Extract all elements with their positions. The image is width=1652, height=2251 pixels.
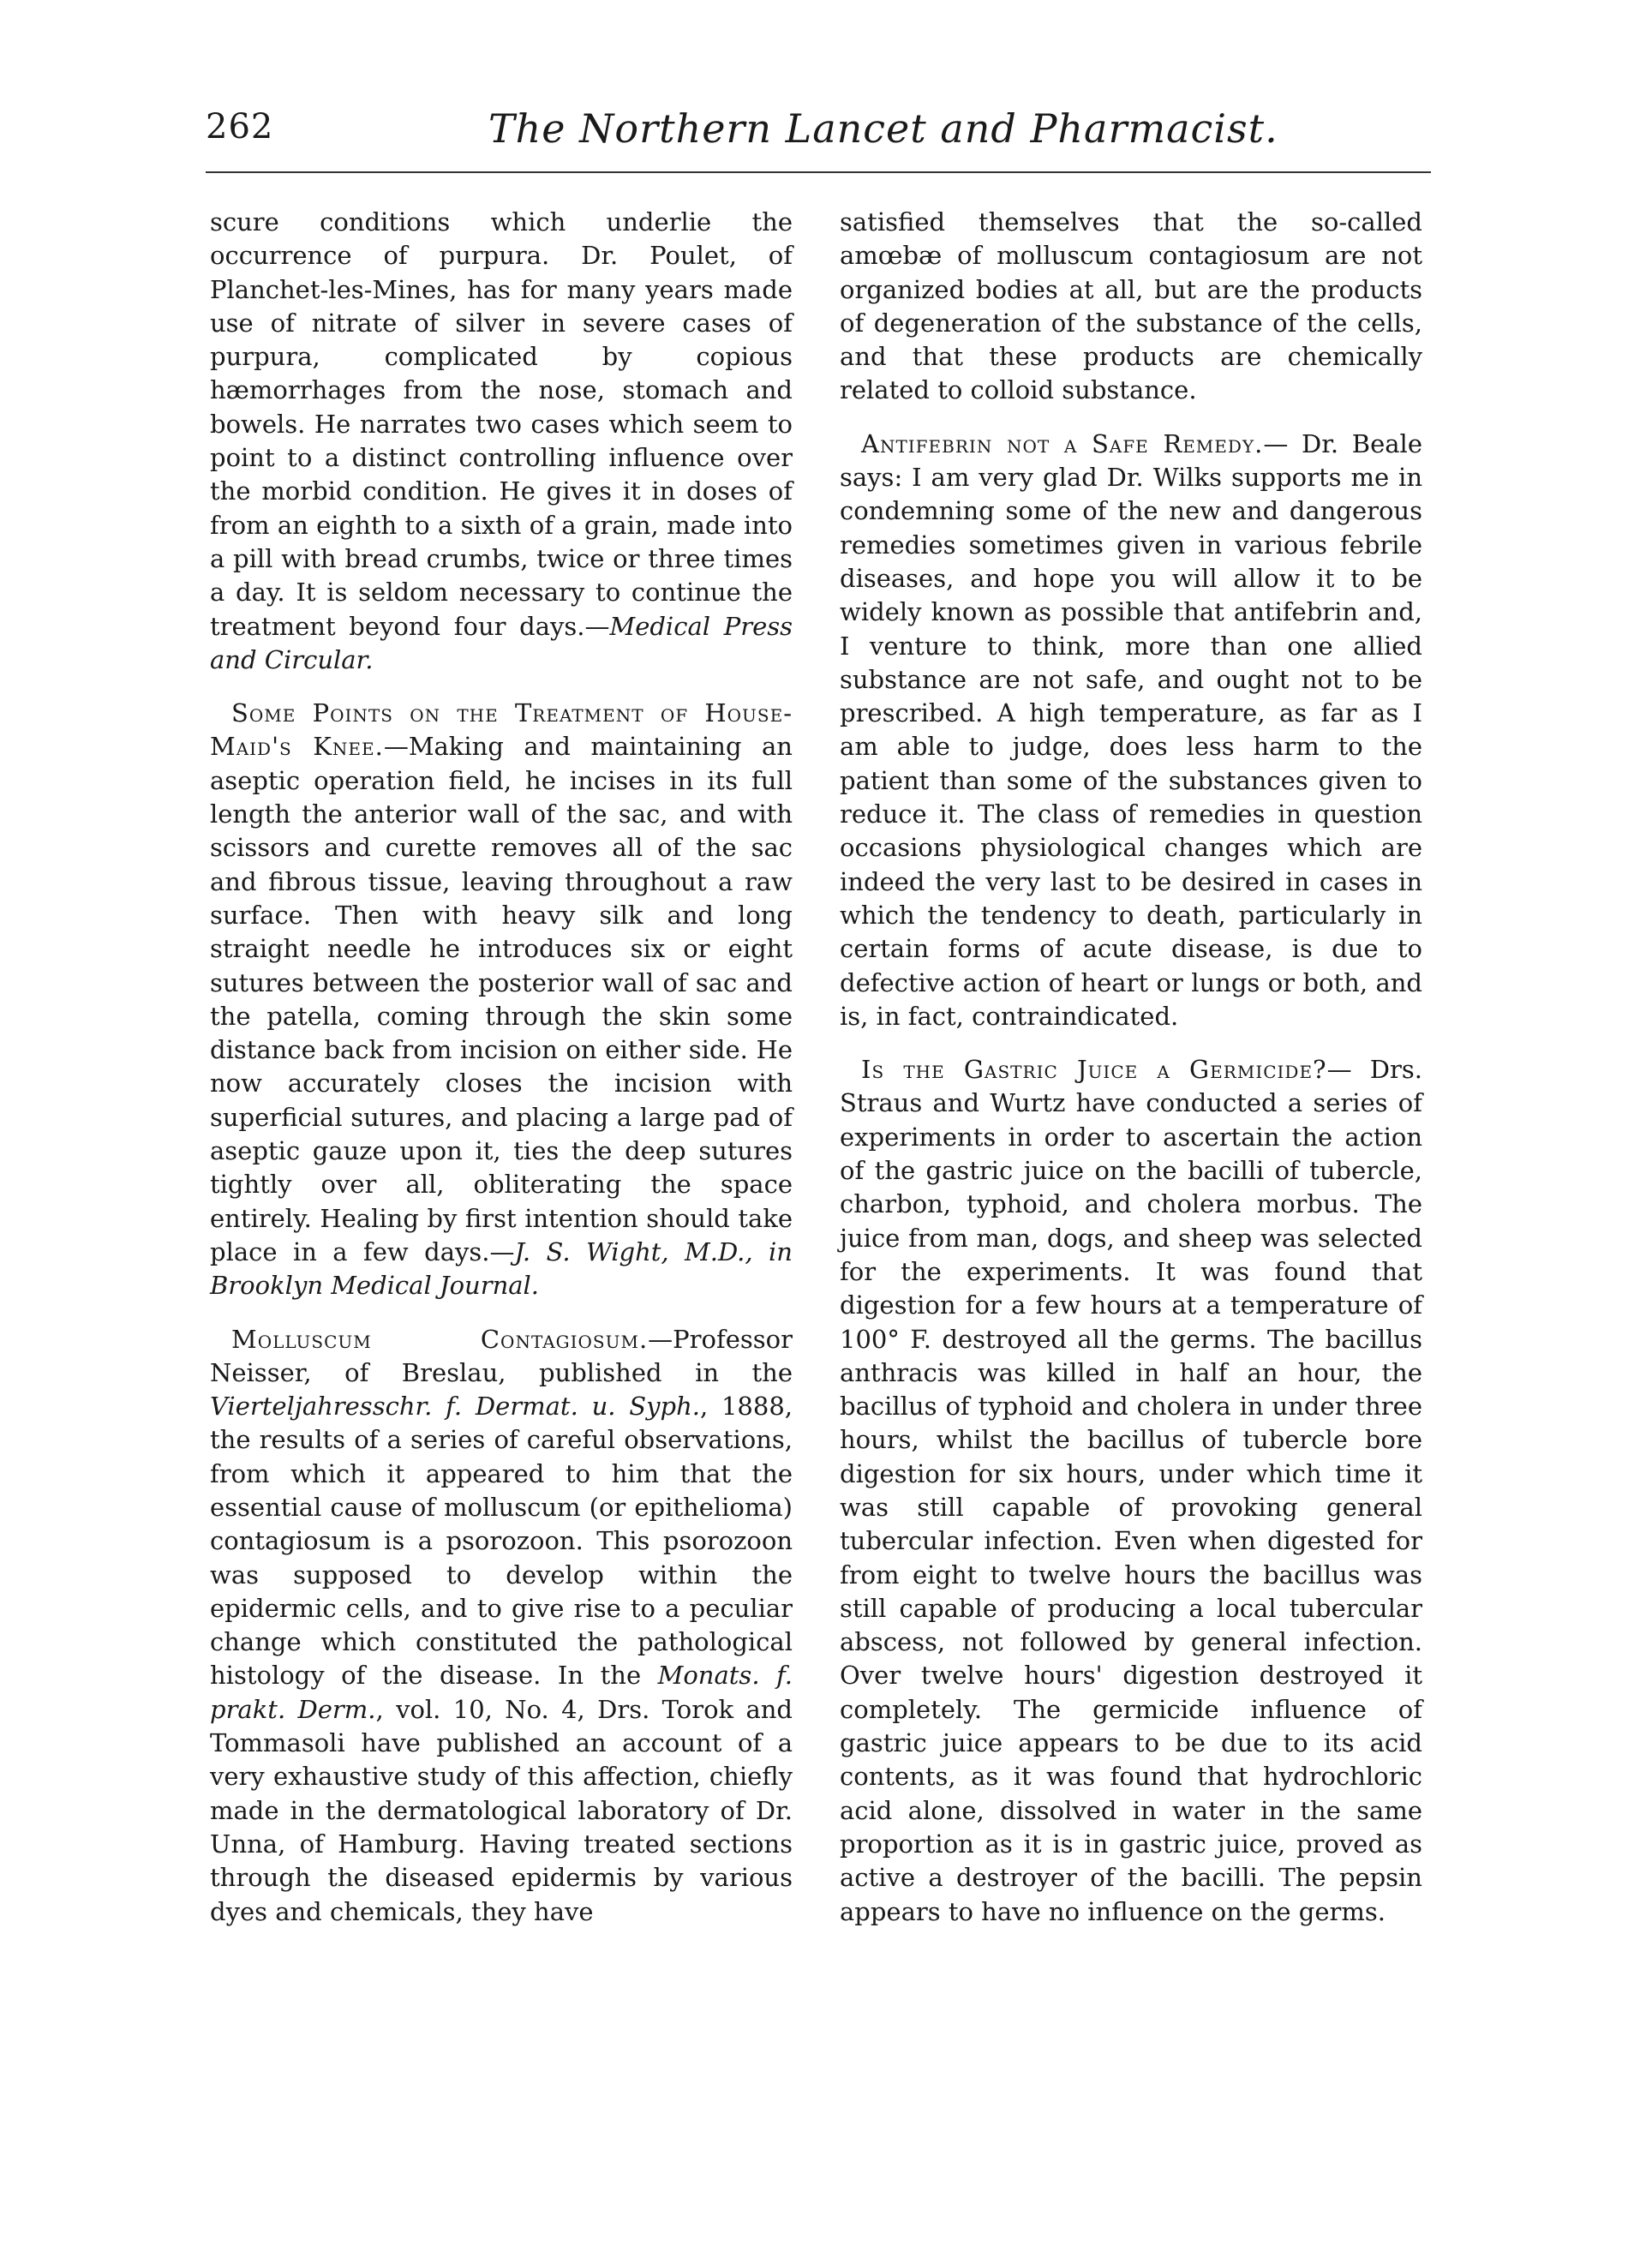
- paragraph-text: , 1888, the results of a series of careful observations, from which it appeared to him that the essential cause of molluscum (or epithelioma) contagiosum is a psorozoon. This psorozoon was supposed to develop within the epidermic cells, and to give rise to a peculiar change which constituted the pathological histology of the disease. In the: [210, 1392, 793, 1691]
- paragraph-text: — Drs. Straus and Wurtz have conducted a series of experiments in order to ascertain the action of the gastric juice on the bacilli of tubercle, charbon, typhoid, and cholera morbus. The juice from man, dogs, and sheep was selected for the experiments. It was found that digestion for a few hours at a temperature of 100° F. destroyed all the germs. The bacillus anthracis was killed in half an hour, the bacillus of typhoid and cholera in under three hours, whilst the bacillus of tubercle bore digestion for six hours, under which time it was still capable of provoking general tubercular infection. Even when digested for from eight to twelve hours the bacillus was still capable of producing a local tubercular abscess, not followed by general infection. Over twelve hours' digestion destroyed it completely. The germicide influence of gastric juice appears to be due to its acid contents, as it was found that hydrochloric acid alone, dissolved in water in the same proportion as it is in gastric juice, proved as active a destroyer of the bacilli. The pepsin appears to have no influence on the germs.: [840, 1055, 1423, 1926]
- article-heading: Is the Gastric Juice a Germicide?: [861, 1055, 1327, 1085]
- article-heading: Some Points on the Treatment of House-Maid's Knee.: [210, 698, 793, 762]
- paragraph-text: , vol. 10, No. 4, Drs. Torok and Tommasoli have published an account of a very exhaustive study of this affection, chiefly made in the dermatological laboratory of Dr. Unna, of Hamburg. Having treated sections through the diseased epidermis by various dyes and chemicals, they have: [210, 1694, 793, 1926]
- page-header: [206, 99, 1431, 167]
- paragraph-text: —Making and maintaining an aseptic operation field, he incises in its full length the anterior wall of the sac, and with scissors and curette removes all of the sac and fibrous tissue, leaving throughout a raw surface. Then with heavy silk and long straight needle he introduces six or eight sutures between the posterior wall of sac and the patella, coming through the skin some distance back from incision on either side. He now accurately closes the incision with superficial sutures, and placing a large pad of aseptic gauze upon it, ties the deep sutures tightly over all, obliterating the space entirely. Healing by first intention should take place in a few days.—: [210, 732, 793, 1266]
- paragraph-text: —Professor Neisser, of Breslau, published in the: [210, 1324, 793, 1387]
- journal-name: Vierteljahresschr. f. Dermat. u. Syph.: [210, 1392, 700, 1422]
- article-gastric-juice: [840, 1053, 1422, 1929]
- page-number: 262: [206, 107, 274, 147]
- right-column: [840, 206, 1422, 1929]
- paragraph-text: scure conditions which underlie the occurrence of purpura. Dr. Poulet, of Planchet-les-Mines, has for many years made use of nitrate of silver in severe cases of purpura, complicated by copious hæmorrhages from the nose, stomach and bowels. He narrates two cases which seem to point to a distinct controlling influence over the morbid condition. He gives it in doses of from an eighth to a sixth of a grain, made into a pill with bread crumbs, twice or three times a day. It is seldom necessary to continue the treatment beyond four days.—: [210, 207, 793, 641]
- journal-name: Monats. f. prakt. Derm.: [210, 1661, 793, 1724]
- source-citation: Medical Press and Circular.: [210, 611, 793, 674]
- article-heading: Antifebrin not a Safe Remedy.: [861, 428, 1264, 458]
- source-citation: J. S. Wight, M.D., in Brooklyn Medical Journal.: [210, 1236, 793, 1301]
- article-purpura: [210, 206, 793, 677]
- article-housemaids-knee: [210, 697, 793, 1302]
- article-antifebrin: [840, 428, 1422, 1033]
- left-column: [210, 206, 793, 1929]
- paragraph-text: — Dr. Beale says: I am very glad Dr. Wilks supports me in condemning some of the new and dangerous remedies sometimes given in various febrile diseases, and hope you will allow it to be widely known as possible that antifebrin and, I venture to think, more than one allied substance are not safe, and ought not to be prescribed. A high temperature, as far as I am able to judge, does less harm to the patient than some of the substances given to reduce it. The class of remedies in question occasions physiological changes which are indeed the very last to be desired in cases in which the tendency to death, particularly in certain forms of acute disease, is due to defective action of heart or lungs or both, and is, in fact, contraindicated.: [840, 428, 1422, 1031]
- article-molluscum-continued: [840, 206, 1422, 408]
- paragraph-text: satisfied themselves that the so-called amœbæ of molluscum contagiosum are not organized bodies at all, but are the products of degeneration of the substance of the cells, and that these products are chemically related to colloid substance.: [840, 207, 1422, 405]
- running-title: The Northern Lancet and Pharmacist.: [488, 105, 1278, 152]
- article-heading: Molluscum Contagiosum.: [231, 1324, 649, 1354]
- header-rule: [206, 171, 1431, 173]
- article-molluscum: [210, 1323, 793, 1929]
